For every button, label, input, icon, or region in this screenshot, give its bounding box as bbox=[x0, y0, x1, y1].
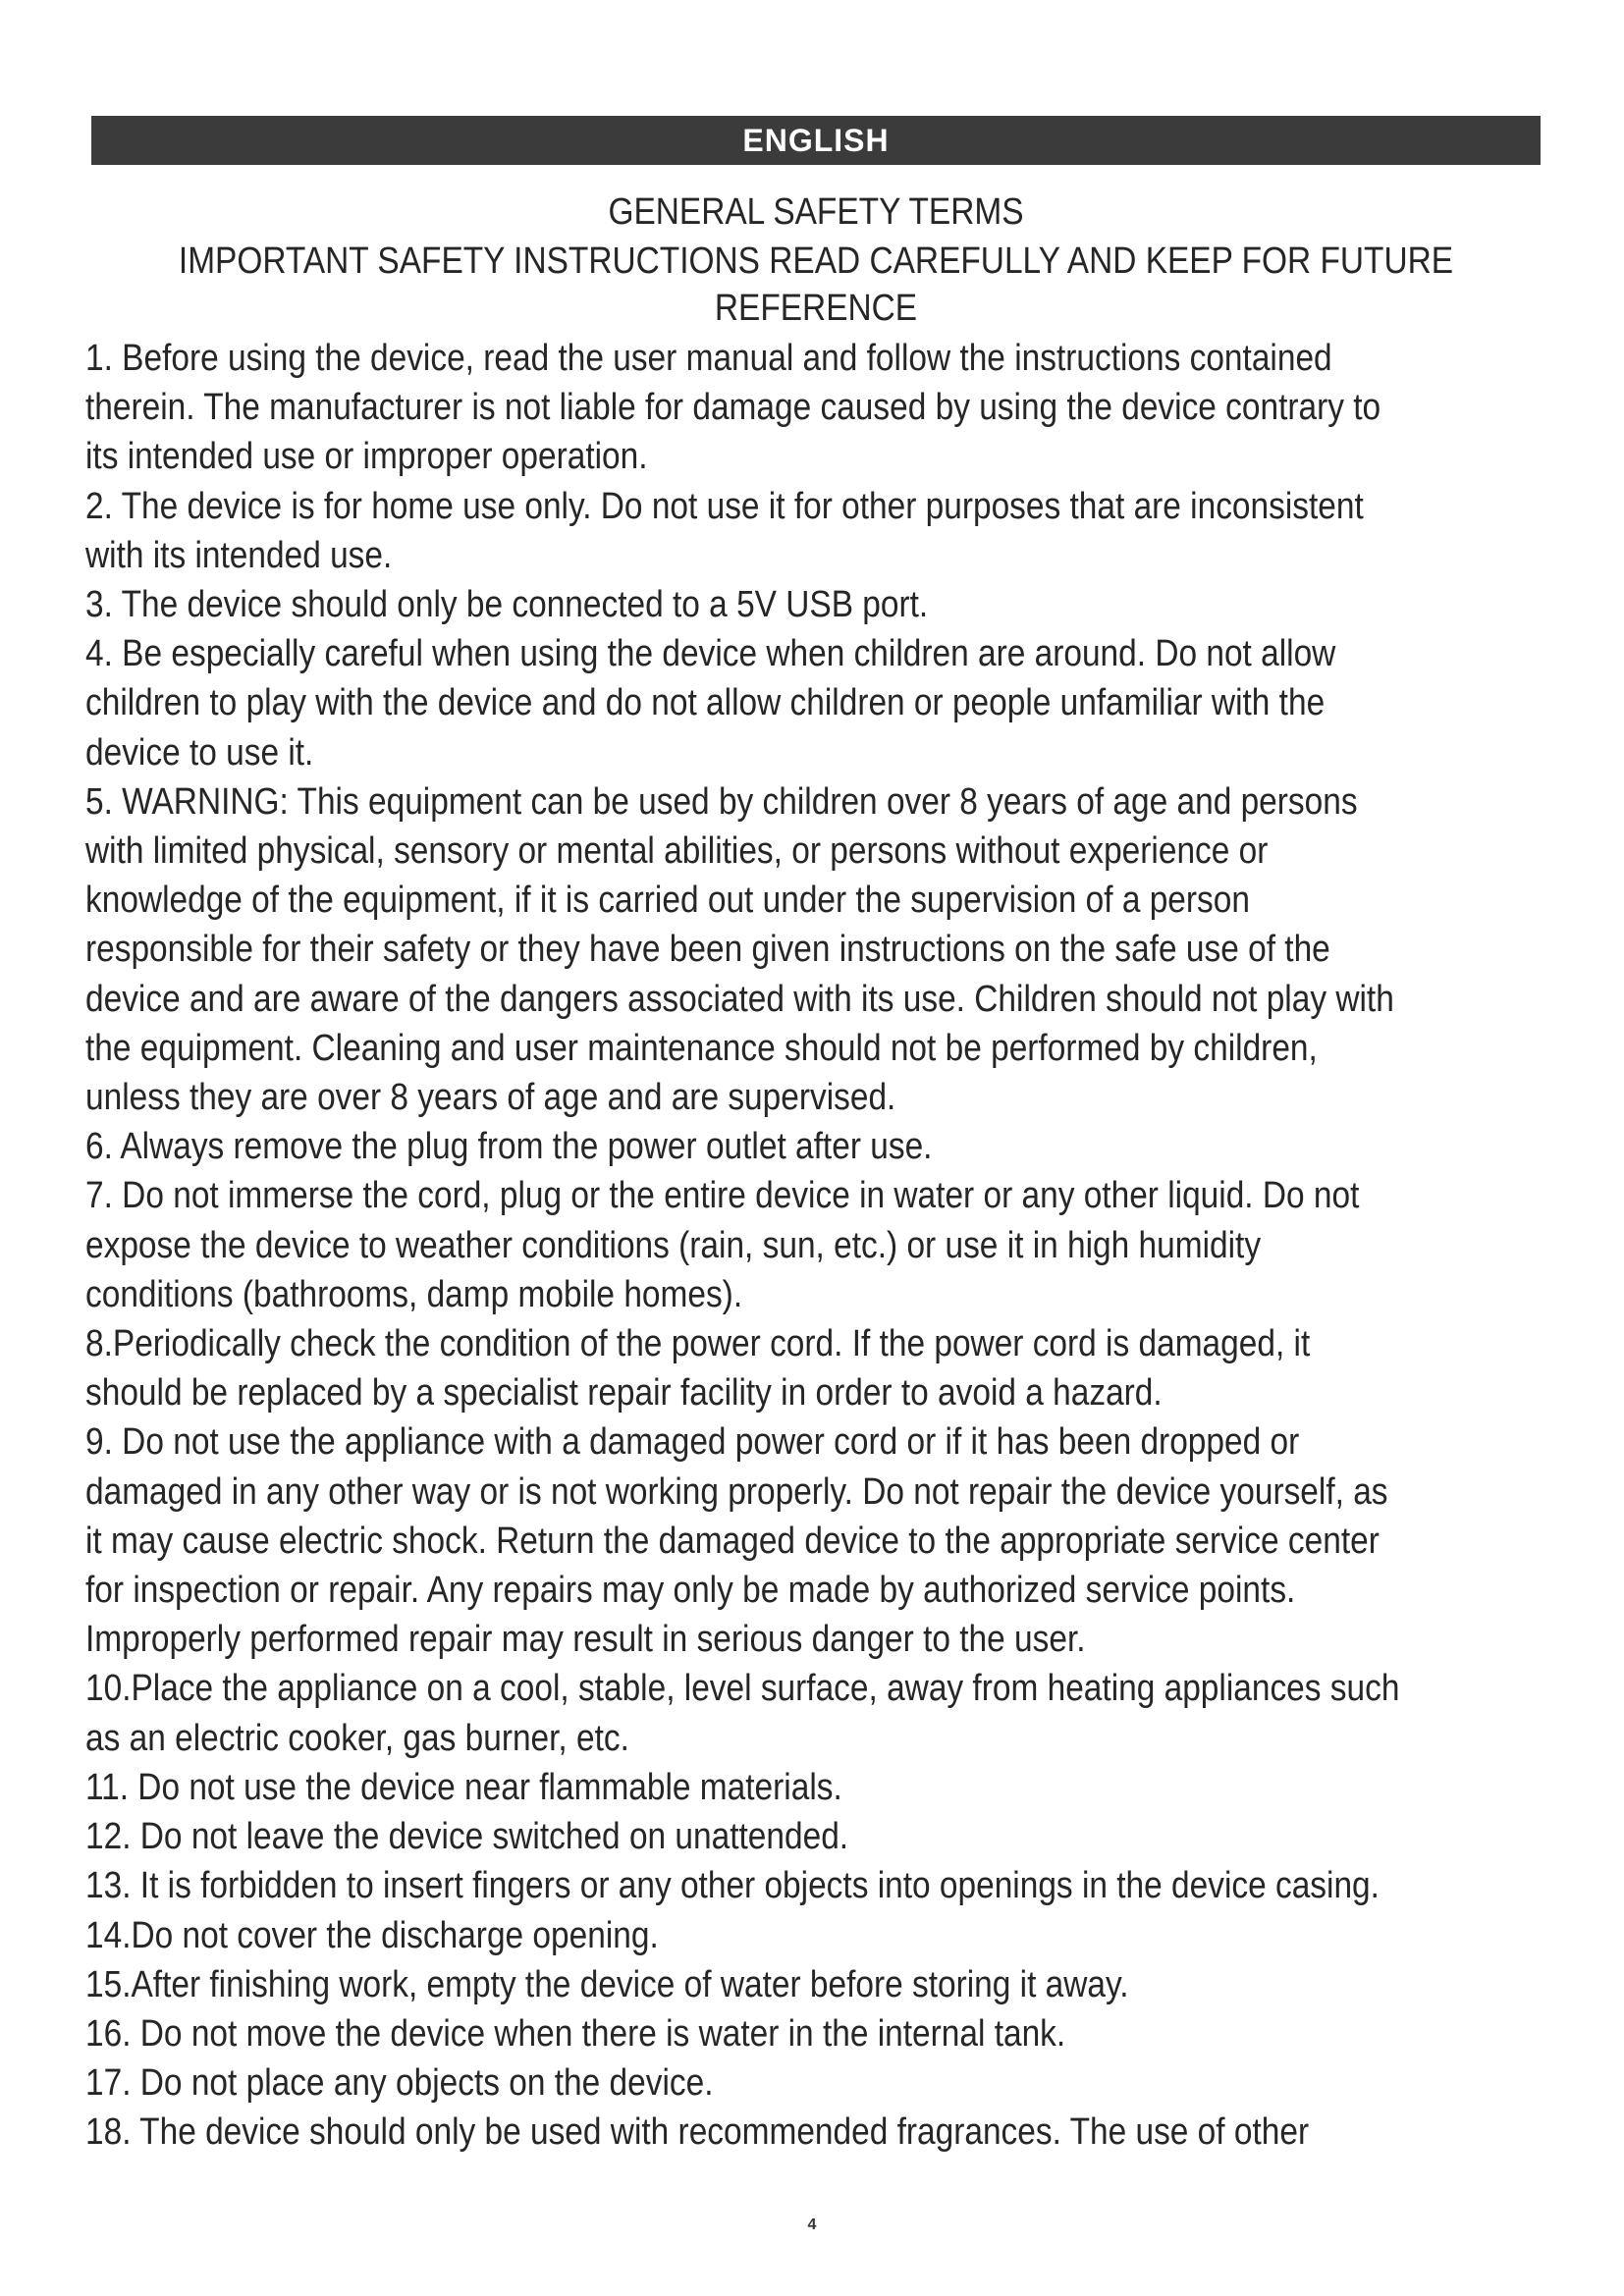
instruction-item-11: 11. Do not use the device near flammable materials. bbox=[85, 1766, 842, 1808]
safety-instructions-list bbox=[85, 334, 1537, 2158]
section-title: GENERAL SAFETY TERMS bbox=[608, 191, 1024, 233]
instruction-item-14: 14.Do not cover the discharge opening. bbox=[85, 1914, 659, 1956]
instruction-item-9: 9. Do not use the appliance with a damaged power cord or if it has been dropped or damaged in any other way or is not working properly. Do not repair the device yourself, as it may cause electric shock. Return the damaged device to the appropriate service center for inspection or repair. Any repairs may only be made by authorized service points. Improperly performed repair may result in serious danger to the user. bbox=[85, 1421, 1388, 1661]
instruction-item-1: 1. Before using the device, read the user manual and follow the instructions contained therein. The manufacturer is not liable for damage caused by using the device contrary to its intended use or improper operation. bbox=[85, 338, 1381, 478]
instruction-item-8: 8.Periodically check the condition of the power cord. If the power cord is damaged, it should be replaced by a specialist repair facility in order to avoid a hazard. bbox=[85, 1323, 1311, 1415]
instruction-item-7: 7. Do not immerse the cord, plug or the entire device in water or any other liquid. Do not expose the device to weather conditions (rain, sun, etc.) or use it in high humidity conditions (bathrooms, damp mobile homes). bbox=[85, 1175, 1360, 1315]
instruction-item-15: 15.After finishing work, empty the device of water before storing it away. bbox=[85, 1963, 1129, 2005]
instruction-item-2: 2. The device is for home use only. Do not use it for other purposes that are inconsistent with its intended use. bbox=[85, 485, 1364, 576]
instruction-item-18: 18. The device should only be used with recommended fragrances. The use of other bbox=[85, 2111, 1310, 2154]
instruction-item-4: 4. Be especially careful when using the device when children are around. Do not allow children to play with the device and do not allow children or people unfamiliar with the device to use it. bbox=[85, 633, 1336, 774]
instruction-item-10: 10.Place the appliance on a cool, stable, level surface, away from heating appliances such as an electric cooker, gas burner, etc. bbox=[85, 1668, 1400, 1759]
instruction-item-5: 5. WARNING: This equipment can be used by children over 8 years of age and persons with limited physical, sensory or mental abilities, or persons without experience or knowledge of the equipment, if it is carried out under the supervision of a person responsible for their safety or they have been given instructions on the safe use of the device and are aware of the dangers associated with its use. Children should not play with the equipment. Cleaning and user maintenance should not be performed by children, unless they are over 8 years of age and are supervised. bbox=[85, 780, 1394, 1119]
instruction-item-3: 3. The device should only be connected to a 5V USB port. bbox=[85, 584, 929, 626]
page-number: 4 bbox=[807, 2216, 817, 2233]
instruction-item-12: 12. Do not leave the device switched on unattended. bbox=[85, 1816, 849, 1858]
language-bar: ENGLISH bbox=[91, 116, 1541, 165]
section-subtitle: IMPORTANT SAFETY INSTRUCTIONS READ CAREFULLY AND KEEP FOR FUTURE REFERENCE bbox=[178, 240, 1454, 329]
instruction-item-16: 16. Do not move the device when there is water in the internal tank. bbox=[85, 2012, 1066, 2055]
instruction-item-6: 6. Always remove the plug from the power outlet after use. bbox=[85, 1126, 933, 1168]
instruction-item-13: 13. It is forbidden to insert fingers or any other objects into openings in the device casing. bbox=[85, 1865, 1380, 1907]
instruction-item-17: 17. Do not place any objects on the device. bbox=[85, 2062, 714, 2105]
